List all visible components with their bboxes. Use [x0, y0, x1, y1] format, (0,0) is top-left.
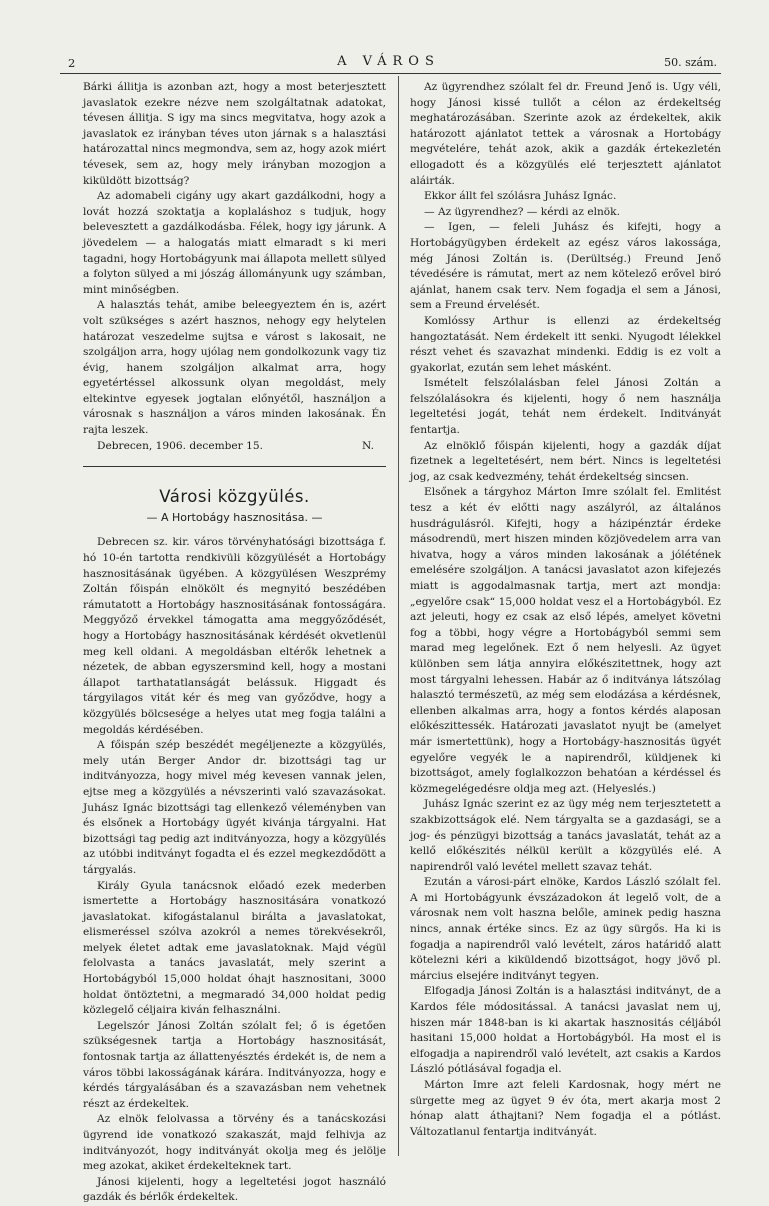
paragraph: Márton Imre azt feleli Kardosnak, hogy mért ne sürgette meg az ügyet 9 év óta, mert akarja most 2 hónap alatt áthajtani? Nem fogadja el a pótlást. Változatlanul fentartja inditványát. [410, 1079, 721, 1138]
paragraph: A főispán szép beszédét megéljenezte a közgyülés, mely után Berger Andor dr. bizottsági tag ur inditványozza, hogy mivel még kevesen vannak jelen, ejtse meg a közgyülés a névszerinti való szavazásokat. Juhász Ignác bizottsági tag ellenkező véleményben van és elsőnek a Hortobágy ügyét kivánja tárgyalni. Hat bizottsági tag pedig azt inditványozza, hogy a közgyülés az utóbbi inditványt fogadta el és ezzel megkezdődött a tárgyalás. [83, 739, 386, 876]
paragraph: Juhász Ignác szerint ez az ügy még nem terjesztetett a szakbizottságok elé. Nem tárgyalta se a gazdasági, se a jog- és pénzügyi bizottság a tanács javaslatát, tehát az a kellő előkészités nélkül került a közgyülés elé. A napirendről való levétel mellett szavaz tehát. [410, 798, 721, 873]
paragraph: A halasztás tehát, amibe beleegyeztem én is, azért volt szükséges s azért hasznos, nehogy egy helytelen határozat veszedelme sujtsa e várost s lakosait, ne szolgáljon arra, hogy ujólag nem gondolkozunk vagy tiz évig, hanem szolgáljon alkalmat arra, hogy egyetértéssel alkossunk olyan megoldást, mely eltekintve egyesek jogtalan előnyétől, használjon a városnak s használjon a város minden lakosának. Én rajta leszek. [83, 299, 386, 437]
page-number: 2 [68, 56, 76, 70]
paragraph: Komlóssy Arthur is ellenzi az érdekeltség hangoztatását. Nem érdekelt itt senki. Nyugodt lélekkel részt vehet és szavazhat mindenki. Eddig is ez volt a gyakorlat, ezután sem lehet másként. [410, 314, 721, 374]
paragraph: Király Gyula tanácsnok előadó ezek mederben ismertette a Hortobágy hasznositására vonatkozó javaslatokat. kifogástalanul birálta a javaslatokat, elismeréssel szólva azokról a nemes törekvésekről, melyek életet adtak eme javaslatoknak. Majd végül felolvasta a tanács javaslatát, mely szerint a Hortobágyból 15,000 holdat óhajt hasznositani, 3000 holdat öntöztetni, a megmaradó 34,000 holdat pedig közlegelő céljaira kiván felhasználni. [83, 879, 386, 1017]
paragraph: Ezután a városi-párt elnöke, Kardos László szólalt fel. A mi Hortobágyunk évszázadokon át legelő volt, de a városnak nem volt haszna belőle, aminek pedig haszna nincs, annak értéke sincs. Ez az ügy sürgős. Ha ki is fogadja a napirendről való levételt, záros határidő alatt kötelezni kéri a kiküldendő bizottságot, hogy jövő pl. március elsejére inditványt tegyen. [410, 876, 721, 982]
dateline: Debrecen, 1906. december 15. [97, 439, 263, 452]
paragraph: Debrecen sz. kir. város törvényhatósági bizottsága f. hó 10-én tartotta rendkivüli közgyülését a Hortobágy hasznositásának ügyében. A közgyülésen Weszprémy Zoltán főispán elnökölt és megnyitó beszédében rámutatott a Hortobágy hasznositásának fontosságára. Meggyőző érvekkel támogatta ama meggyőződését, hogy a Hortobágy hasznositásának kérdését okvetlenül meg kell oldani. A megoldásban eltérők lehetnek a nézetek, de abban egyszersmind kell, hogy a mostani állapot tarthatatlanságát belássuk. Higgadt és tárgyilagos vitát kér és meg van győződve, hogy a közgyülés bölcsesége a helyes utat meg fogja találni a megoldás kérdésében. [83, 536, 386, 736]
paragraph: Az elnök felolvassa a törvény és a tanácskozási ügyrend ide vonatkozó szakaszát, majd felhivja az inditványozót, hogy inditványát okolja meg és jelölje meg azokat, akiket érdekelteknek tart. [83, 1113, 386, 1173]
header-rule [60, 73, 721, 74]
paragraph: Elsőnek a tárgyhoz Márton Imre szólalt fel. Emlitést tesz a két év előtti nagy aszályról, az általános husdrágulásról. Kifejti, hogy a házipénztár érdeke másodrendü, mert hiszen minden közjövedelem arra van hivatva, hogy a város minden lakosának a jólétének emelésére szolgáljon. A tanácsi javaslatot azon kifejezés miatt is aggodalmasnak tartja, mert azt mondja: „egyelőre csak“ 15,000 holdat vesz el a Hortobágyból. Ez azt jeleuti, hogy ez csak az első lépés, amelyet követni fog a többi, hogy végre a Hortobágyból semmi sem marad meg legelőnek. Ezt ő nem helyesli. Az ügyet különben sem látja annyira előkészitettnek, hogy azt most tárgyalni lehessen. Habár az ő inditványa látszólag halasztó természetü, az még sem elodázása a kérdésnek, ellenben alkalmas arra, hogy a fontos kérdés alaposan előkészittessék. Határozati javaslatot nyujt be (amelyet már ismertettünk), hogy a Hortobágy-hasznositás ügyét egyelőre vegyék le a napirendről, küldjenek ki bizottságot, amely foglalkozzon behatóan a kérdéssel és közmegelégedésre oldja meg azt. (Helyeslés.) [410, 486, 721, 795]
article-divider [83, 466, 386, 467]
paragraph: Az adomabeli cigány ugy akart gazdálkodni, hogy a lovát hozzá szoktatja a koplaláshoz s tudjuk, hogy belevesztett a gazdálkodásba. Félek, hogy igy járunk. A jövedelem — a halogatás miatt elmaradt s ki meri tagadni, hogy Hortobágyunk mai állapota mellett sülyed a folyton sülyed a mi jószág állományunk ugy számban, mint minőségben. [83, 190, 386, 296]
paragraph: Ismételt felszólalásban felel Jánosi Zoltán a felszólalásokra és kijelenti, hogy ő nem használja legeltetési jogát, tehát nem érdekelt. Inditványát fentartja. [410, 377, 721, 437]
paragraph: Bárki állitja is azonban azt, hogy a most beterjesztett javaslatok ezekre nézve nem szolgáltatnak adatokat, tévesen állitja. S igy ma sincs megvitatva, hogy azok a javaslatok ez irányban téves uton járnak s a halasztási határozattal nincs megmondva, sem az, hogy azok miért tévesek, sem az, hogy mely irányban mozogjon a kiküldött bizottság? [83, 81, 386, 187]
paragraph: — Az ügyrendhez? — kérdi az elnök. [424, 205, 620, 218]
section-subtitle: — A Hortobágy hasznositása. — [146, 510, 323, 524]
issue-number: 50. szám. [664, 56, 717, 69]
paragraph: Legelszór Jánosi Zoltán szólalt fel; ő is égetően szükségesnek tartja a Hortobágy hasznositását, fontosnak tartja az állattenyésztés érdekét is, de nem a város többi lakosságának kárára. Inditványozza, hogy e kérdés tárgyalásában és a szavazásban nem vehetnek részt az érdekeltek. [83, 1019, 386, 1110]
newspaper-title: A VÁROS [337, 54, 440, 69]
dateline-row [83, 439, 386, 455]
paragraph: Az ügyrendhez szólalt fel dr. Freund Jenő is. Ugy véli, hogy Jánosi kissé tullőt a célon az érdekeltség meghatározásában. Szerinte azok az érdekeltek, akik határozott ajánlatot tettek a városnak a Hortobágy megvételére, tehát azok, akik a gazdák értekezletén ellogadott és a közgyülés elé terjesztett ajánlatot aláirták. [410, 81, 721, 187]
paragraph: — Igen, — feleli Juhász és kifejti, hogy a Hortobágyügyben érdekelt az egész város lakossága, még Jánosi Zoltán is. (Derültség.) Freund Jenő tévedésére is rámutat, mert az nem kötelező erővel biró ajánlat, hanem csak terv. Nem fogadja el sem a Jánosi, sem a Freund érvelését. [410, 221, 721, 312]
page-header [58, 54, 719, 72]
paragraph: Ekkor állt fel szólásra Juhász Ignác. [424, 190, 617, 203]
column-divider [398, 76, 399, 1156]
paragraph: Az elnöklő főispán kijelenti, hogy a gazdák díjat fizetnek a legeltetésért, nem bért. Nincs is legeltetési jog, az csak kedvezmény, tehát érdekeltség sincsen. [410, 439, 721, 483]
right-column [410, 80, 721, 1140]
section-title: Városi közgyülés. [159, 487, 310, 507]
left-column [83, 80, 386, 1206]
author-signature: N. [362, 439, 374, 452]
paragraph: Jánosi kijelenti, hogy a legeltetési jogot használó gazdák és bérlők érdekeltek. [83, 1175, 386, 1204]
paragraph: Elfogadja Jánosi Zoltán is a halasztási inditványt, de a Kardos féle módositással. A tanácsi javaslat nem uj, hiszen már 1848-ban is ki akartak hasznositás céljából hasitani 15,000 holdat a Hortobágyból. Ha most el is elfogadja a napirendről való levételt, azt csakis a Kardos László pótlásával fogadja el. [410, 985, 721, 1076]
